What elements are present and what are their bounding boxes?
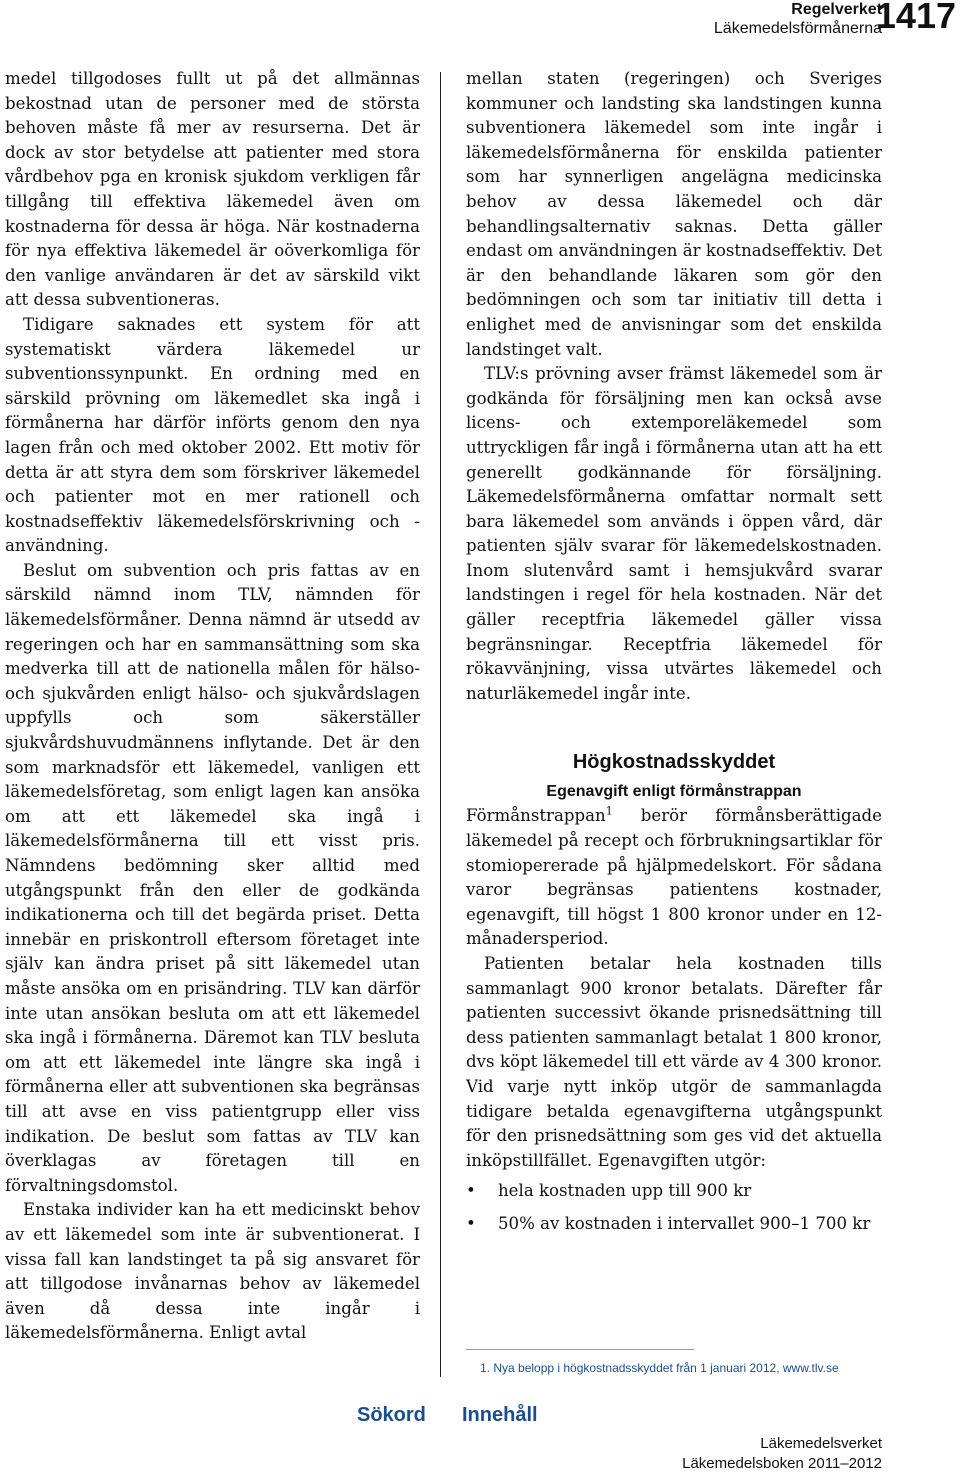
footnote-reference[interactable]: 1 — [605, 804, 613, 818]
header-section: Regelverket — [791, 1, 882, 18]
intro-text: berör förmånsberättigade läkemedel på recept och förbrukningsartiklar för stomiopererade på hjälpmedelskort. För sådana varor begränsas patientens kostnader, egenavgift, till högst 1 800 kronor under en 12-månadersperiod. — [466, 806, 882, 949]
subheading: Egenavgift enligt förmånstrappan — [546, 783, 802, 801]
list-item-text: hela kostnaden upp till 900 kr — [498, 1181, 752, 1201]
fee-list — [466, 1179, 882, 1236]
header-subsection: Läkemedelsförmånerna — [713, 20, 882, 37]
body-paragraph: mellan staten (regeringen) och Sveriges kommuner och landsting ska landstingen kunna subventionera läkemedel som inte ingår i läkemedelsförmånerna för enskilda patienter som har synnerligen angelägna medicinska behov av dessa läkemedel och där behandlingsalternativ saknas. Detta gäller endast om användningen är kostnadseffektiv. Det är den behandlande läkaren som gör den bedömningen och som tar initiativ till detta i enlighet med de anvisningar som det enskilda landstinget valt. — [466, 69, 882, 359]
column-divider — [440, 72, 441, 1377]
intro-paragraph — [466, 804, 882, 952]
table-of-contents-link[interactable]: Innehåll — [462, 1404, 538, 1426]
section-heading: Högkostnadsskyddet — [572, 751, 776, 774]
list-item — [466, 1179, 882, 1204]
body-paragraph: Beslut om subvention och pris fattas av en särskild nämnd inom TLV, nämnden för läkemedelsförmåner. Denna nämnd är utsedd av regeringen och har en sammansättning som ska medverka till att de nationella målen för hälso- och sjukvården enligt hälso- och sjukvårdslagen uppfylls och som säkerställer sjukvårdshuvudmännens inflytande. Det är den som marknadsför ett läkemedel, vanligen ett läkemedelsföretag, som enligt lagen kan ansöka om att ett läkemedel ska ingå i läkemedelsförmånerna till ett visst pris. Nämndens bedömning sker alltid med utgångspunkt från den eller de godkända indikationerna och till det begärda priset. Detta innebär en priskontroll eftersom företaget inte själv kan ändra priset på sitt läkemedel utan måste ansöka om en prisändring. TLV kan därför inte utan ansökan besluta om att ett läkemedel ska ingå i förmånerna. Däremot kan TLV besluta om att ett läkemedel inte längre ska ingå i förmånerna eller att subventionen ska begränsas till att avse en viss patientgrupp eller viss indikation. De beslut som fattas av TLV kan överklagas av företagen till en förvaltningsdomstol. — [5, 560, 420, 1195]
bullet-icon: • — [466, 1213, 476, 1233]
bullet-icon: • — [466, 1181, 476, 1201]
footer-book: Läkemedelsboken 2011–2012 — [682, 1455, 882, 1472]
footnote[interactable]: 1. Nya belopp i högkostnadsskyddet från 1 januari 2012, www.tlv.se — [480, 1361, 839, 1375]
body-paragraph: Enstaka individer kan ha ett medicinskt behov av ett läkemedel som inte är subventionerat. I vissa fall kan landstinget ta på sig ansvaret för att tillgodose invånarnas behov av läkemedel även då dessa inte ingår i läkemedelsförmånerna. Enligt avtal — [5, 1200, 420, 1343]
body-paragraph: Tidigare saknades ett system för att systematiskt värdera läkemedel ur subventionssynpunkt. En ordning med en särskild prövning om läkemedlet ska ingå i förmånerna har därför införts genom den nya lagen från och med oktober 2002. Ett motiv för detta är att styra dem som förskriver läkemedel och patienter mot en mer rationell och kostnadseffektiv läkemedelsförskrivning och -användning. — [5, 314, 420, 556]
list-item — [466, 1212, 882, 1237]
intro-term: Förmånstrappan — [466, 806, 606, 826]
left-column — [5, 67, 420, 1346]
body-paragraph: TLV:s prövning avser främst läkemedel som är godkända för försäljning men kan också avse licens- och extemporeläkemedel som uttryckligen får ingå i förmånerna utan att ha ett generellt godkännande för försäljning. Läkemedelsförmånerna omfattar normalt sett bara läkemedel som används i öppen vård, där patienten själv svarar för läkemedelskostnaden. Inom slutenvård samt i hemsjukvård svarar landstingen i regel för hela kostnaden. När det gäller receptfria läkemedel gäller vissa begränsningar. Receptfria läkemedel för rökavvänjning, vissa utvärtes läkemedel och naturläkemedel ingår inte. — [466, 364, 882, 703]
list-item-text: 50% av kostnaden i intervallet 900–1 700 kr — [498, 1213, 871, 1233]
body-paragraph: medel tillgodoses fullt ut på det allmännas bekostnad utan de personer med de största behoven måste få mer av resurserna. Det är dock av stor betydelse att patienter med stora vårdbehov pga en kronisk sjukdom verkligen får tillgång till effektiva läkemedel även om kostnaderna för dessa är höga. När kostnaderna för nya effektiva läkemedel är oöverkomliga för den vanlige användaren är det av särskild vikt att dessa subventioneras. — [5, 69, 420, 310]
footnote-rule — [466, 1349, 694, 1350]
footer-publisher: Läkemedelsverket — [760, 1435, 882, 1452]
right-column — [466, 67, 882, 1245]
page-number: 1417 — [875, 0, 956, 36]
footer — [682, 1434, 882, 1474]
running-header — [714, 0, 882, 38]
search-index-link[interactable]: Sökord — [357, 1404, 426, 1426]
body-paragraph: Patienten betalar hela kostnaden tills sammanlagt 900 kronor betalats. Därefter får patienten successivt ökande prisnedsättning till dess patienten sammanlagt betalat 1 800 kronor, dvs köpt läkemedel till ett värde av 4 300 kronor. Vid varje nytt inköp utgör de sammanlagda tidigare betalda egenavgifterna utgångspunkt för den prisnedsättning som ges vid det aktuella inköpstillfället. Egenavgiften utgör: — [466, 954, 882, 1170]
